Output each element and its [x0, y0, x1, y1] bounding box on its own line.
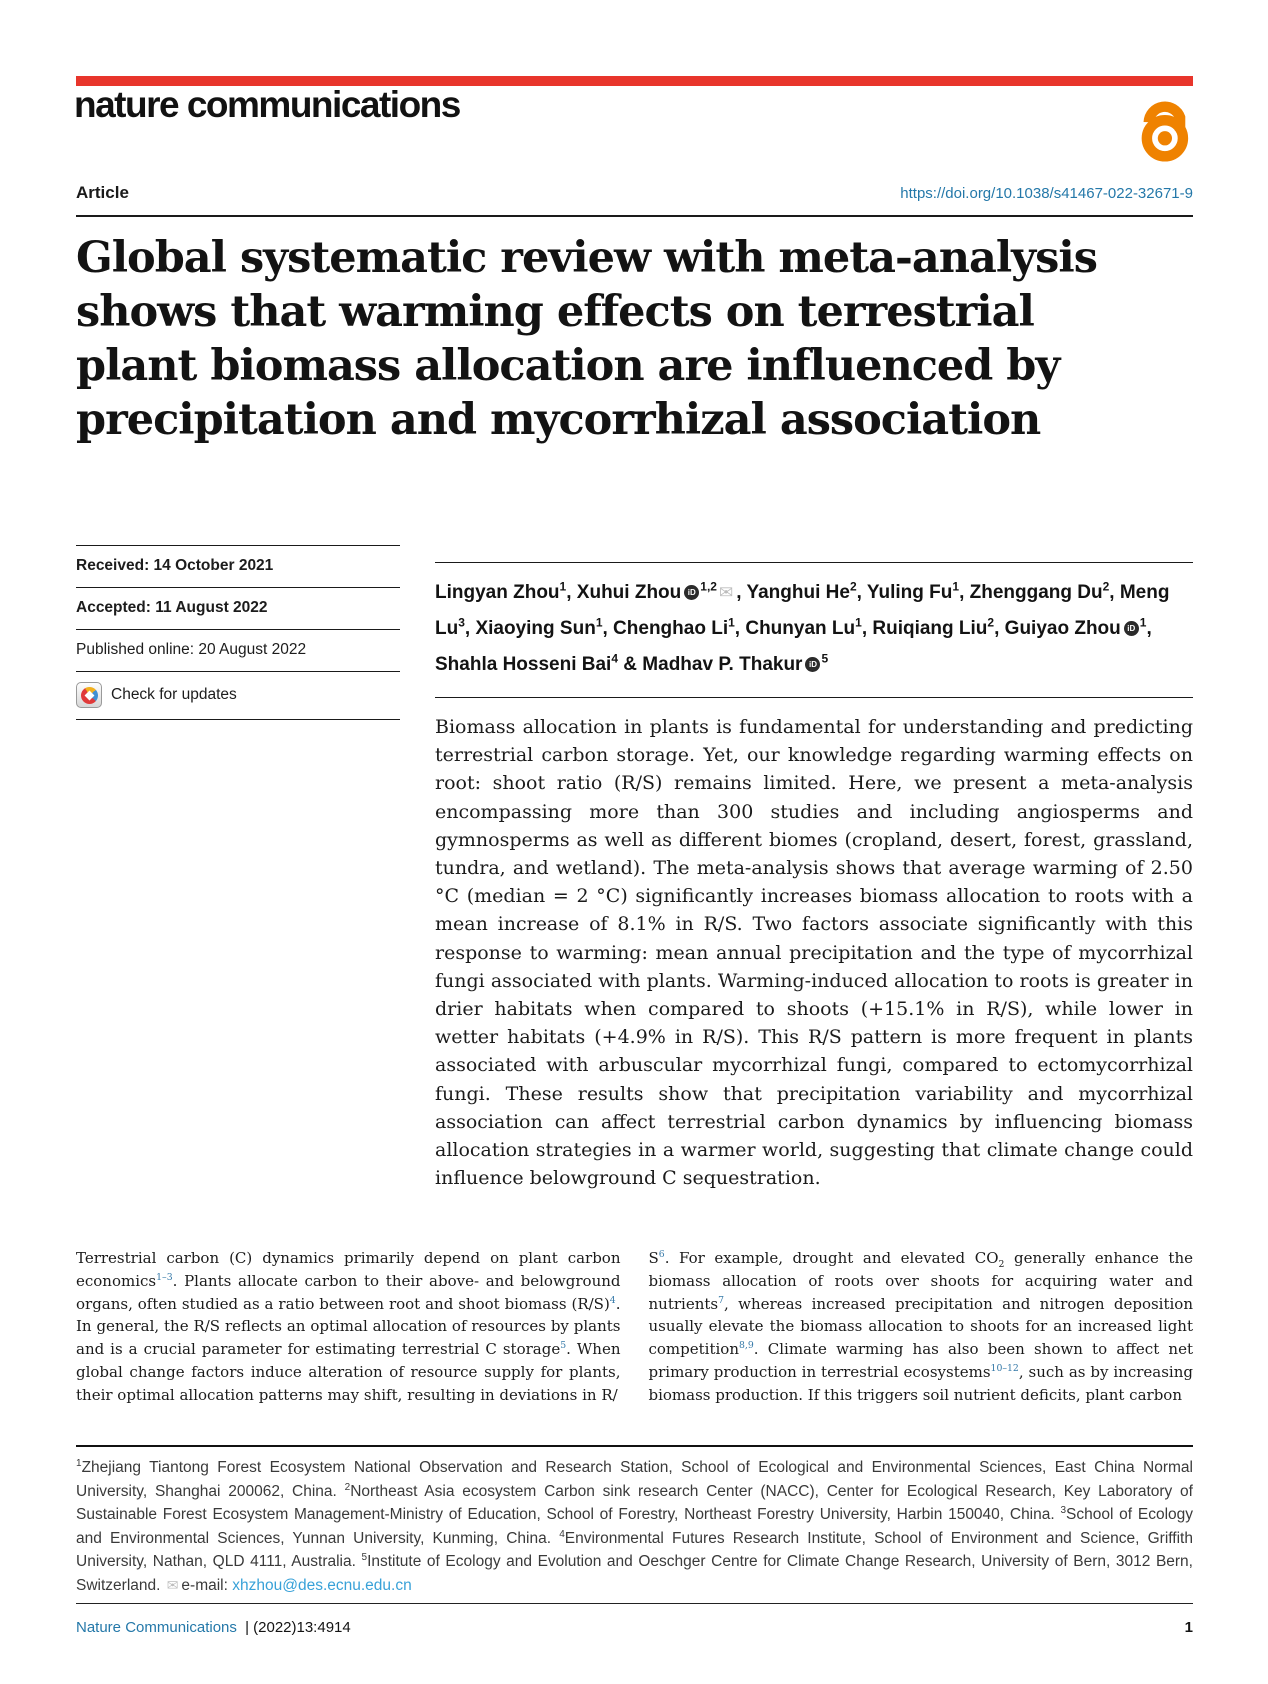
crossmark-icon	[76, 682, 102, 708]
received-date: Received: 14 October 2021	[76, 545, 400, 587]
affiliation-superscript: 2	[987, 615, 995, 630]
affiliation-superscript: 5	[361, 1551, 368, 1563]
affiliations-text: $^1$Zhejiang Tiantong Forest Ecosystem National Observation and Research Station, School of Ecological and Environmental Sciences, East China Normal University, Shanghai 200062, China. $^2$Northeast Asia ecosystem Carbon sink research Center (NACC), Center for Ecological Research, Key Laboratory of Sustainable Forest Ecosystem Management-Ministry of Education, School of Forestry, Northeast Forestry University, Harbin 150040, China. $^3$School of Ecology and Environmental Sciences, Yunnan University, Kunming, China. $^4$Environmental Futures Research Institute, School of Environment and Science, Griffith University, Nathan, QLD 4111, Australia. $^5$Institute of Ecology and Evolution and Oeschger Centre for Climate Change Research, University of Bern, 3012 Bern, Switzerland. ✉ e-mail: xhzhou@des.ecnu.edu.cn	[76, 1456, 1193, 1597]
affiliation-superscript: 5	[821, 651, 829, 666]
title-line: Global systematic review with meta-analysis	[76, 233, 1097, 283]
page-number: 1	[1184, 1619, 1193, 1636]
authors-block	[435, 562, 1193, 683]
affiliation-superscript: 1	[595, 615, 603, 630]
title-line: precipitation and mycorrhizal association	[76, 395, 1041, 445]
orcid-icon[interactable]: iD	[1124, 621, 1139, 636]
journal-logo: nature communications	[74, 84, 460, 125]
affiliation-superscript: 2	[344, 1481, 351, 1493]
title-line: shows that warming effects on terrestrial	[76, 287, 1034, 337]
reference-superscript[interactable]: 8,9	[738, 1340, 754, 1352]
article-type-label: Article	[76, 183, 129, 202]
header-divider	[76, 215, 1193, 217]
article-header-row	[76, 183, 1193, 203]
abstract-text: Biomass allocation in plants is fundamental for understanding and predicting terrestrial carbon storage. Yet, our knowledge regarding warming effects on root: shoot ratio (R/S) remains limited. Here, we present a meta-analysis encompassing more than 300 studies and including angiosperms and gymnosperms as well as different biomes (cropland, desert, forest, grassland, tundra, and wetland). The meta-analysis shows that average warming of 2.50 °C (median = 2 °C) significantly increases biomass allocation to roots with a mean increase of 8.1% in R/S. Two factors associate significantly with this response to warming: mean annual precipitation and the type of mycorrhizal fungi associated with plants. Warming-induced allocation to roots is greater in drier habitats when compared to shoots (+15.1% in R/S), while lower in wetter habitats (+4.9% in R/S). This R/S pattern is more frequent in plants associated with arbuscular mycorrhizal fungi, compared to ectomycorrhizal fungi. These results show that precipitation variability and mycorrhizal association can affect terrestrial carbon dynamics by influencing biomass allocation strategies in a warmer world, suggesting that climate change could influence belowground C sequestration.	[435, 716, 1193, 1190]
check-for-updates-label: Check for updates	[111, 686, 237, 703]
email-link[interactable]: xhzhou@des.ecnu.edu.cn	[232, 1576, 412, 1594]
affiliation-superscript: 3	[1060, 1504, 1067, 1516]
doi-link[interactable]: https://doi.org/10.1038/s41467-022-32671-9	[900, 185, 1193, 202]
author-list: Lingyan Zhou$^1$, Xuhui Zhou iD $^{1,2}$ ✉ , Yanghui He$^2$, Yuling Fu$^1$, Zhenggang Du$^2$, Meng Lu$^3$, Xiaoying Sun$^1$, Chenghao Li$^1$, Chunyan Lu$^1$, Ruiqiang Liu$^2$, Guiyao Zhou iD $^1$, Shahla Hosseni Bai$^4$ & Madhav P. Thakur iD $^5$	[435, 575, 1193, 683]
body-text	[76, 1247, 1193, 1407]
affiliation-superscript: 1	[1139, 615, 1147, 630]
open-access-icon	[1134, 88, 1192, 162]
orcid-icon[interactable]: iD	[684, 585, 699, 600]
affiliation-superscript: 4	[559, 1528, 565, 1540]
article-history	[76, 545, 400, 720]
subscript: 2	[998, 1259, 1005, 1270]
reference-superscript[interactable]: 6	[658, 1249, 665, 1260]
reference-superscript[interactable]: 5	[560, 1340, 567, 1352]
article-title	[76, 231, 1193, 447]
affiliation-superscript: 1	[855, 615, 862, 630]
footer-journal-name: Nature Communications	[76, 1619, 237, 1636]
accepted-date: Accepted: 11 August 2022	[76, 587, 400, 629]
affiliation-superscript: 1	[728, 615, 735, 630]
footer-citation-row	[76, 1619, 351, 1636]
reference-superscript[interactable]: 10–12	[990, 1362, 1019, 1374]
affiliation-superscript: 1	[952, 579, 960, 594]
envelope-icon[interactable]: ✉	[718, 583, 734, 602]
envelope-icon[interactable]: ✉	[166, 1576, 179, 1593]
orcid-icon[interactable]: iD	[805, 657, 820, 672]
footer-citation: | (2022)13:4914	[245, 1619, 351, 1636]
affiliation-superscript: 1	[559, 579, 567, 594]
body-column-right: S$^6$. For example, drought and elevated $CO_2$ generally enhance the biomass allocation of roots over shoots for acquiring water and nutrients$^7$, whereas increased precipitation and nitrogen deposition usually elevate the biomass allocation to shoots for an increased light competition$^{8,9}$. Climate warming has also been shown to affect net primary production in terrestrial ecosystems$^{10-12}$, such as by increasing biomass production. If this triggers soil nutrient deficits, plant carbon	[648, 1249, 1194, 1404]
published-date: Published online: 20 August 2022	[76, 629, 400, 671]
affiliation-superscript: 1	[76, 1457, 82, 1469]
affiliation-superscript: 3	[458, 615, 465, 630]
affiliation-superscript: 1,2	[700, 579, 717, 594]
reference-superscript[interactable]: 4	[609, 1294, 616, 1306]
affiliations-block	[76, 1445, 1193, 1597]
title-line: plant biomass allocation are influenced by	[76, 341, 1060, 391]
abstract-block	[435, 697, 1193, 1192]
body-column-left: Terrestrial carbon (C) dynamics primarily depend on plant carbon economics$^{1-3}$. Plants allocate carbon to their above- and belowground organs, often studied as a ratio between root and shoot biomass (R/S)$^4$. In general, the R/S reflects an optimal allocation of resources by plants and is a crucial parameter for estimating terrestrial C storage$^5$. When global change factors induce alteration of resource supply for plants, their optimal allocation patterns may shift, resulting in deviations in R/	[76, 1249, 621, 1404]
reference-superscript[interactable]: 1–3	[156, 1271, 173, 1283]
affiliation-superscript: 4	[611, 651, 619, 666]
affiliation-superscript: 2	[849, 579, 857, 594]
affiliation-superscript: 2	[1102, 579, 1110, 594]
check-for-updates-button[interactable]	[76, 671, 400, 720]
page-footer	[76, 1603, 1193, 1636]
reference-superscript[interactable]: 7	[718, 1294, 725, 1306]
